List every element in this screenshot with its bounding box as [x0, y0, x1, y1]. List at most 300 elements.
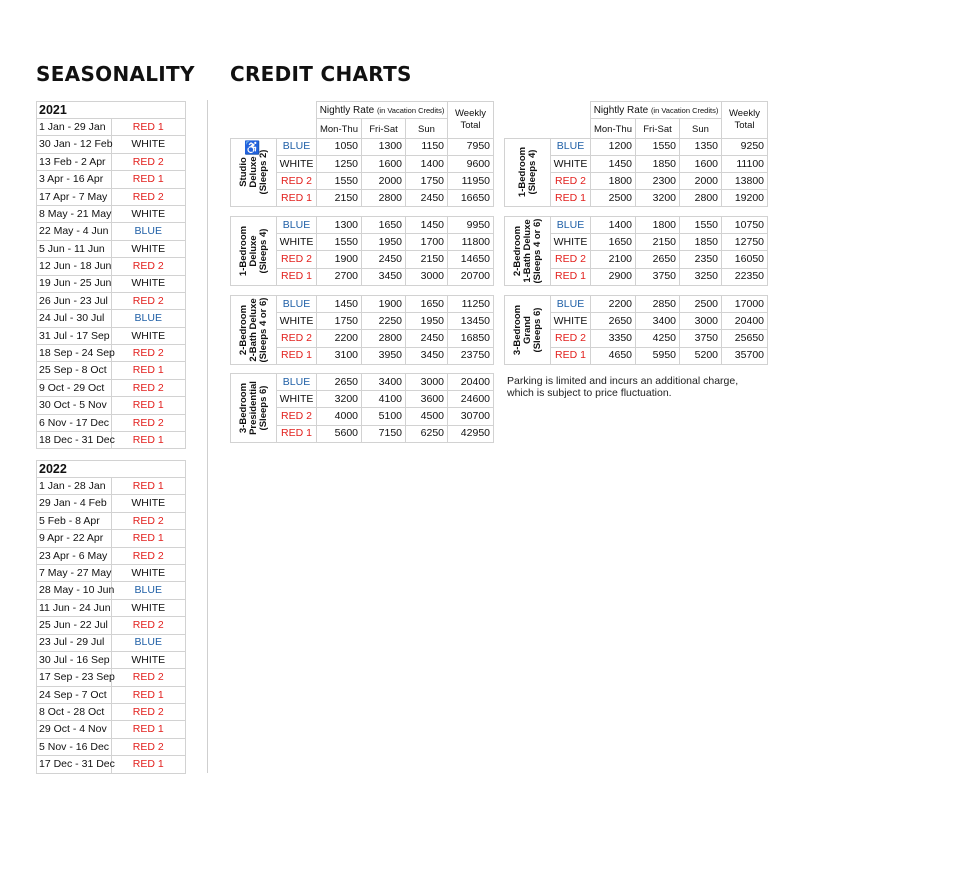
- rate-table-3-bedroom-grand: [504, 295, 768, 365]
- mon-thu-rate: 1400: [591, 217, 636, 234]
- season-date-range: 31 Jul - 17 Sep: [37, 327, 112, 344]
- mon-thu-rate: 2650: [591, 313, 636, 330]
- season-date-range: 29 Jan - 4 Feb: [37, 495, 112, 512]
- season-label: BLUE: [277, 217, 317, 234]
- sun-rate: 1950: [406, 313, 448, 330]
- season-color-label: WHITE: [111, 599, 186, 616]
- fri-sat-rate: 5950: [636, 347, 680, 364]
- season-row: [37, 292, 186, 309]
- mon-thu-header: Mon-Thu: [317, 119, 362, 139]
- mon-thu-rate: 1750: [317, 313, 362, 330]
- room-type-name: [513, 218, 543, 283]
- mon-thu-rate: 2150: [317, 190, 362, 207]
- season-row: [37, 686, 186, 703]
- room-type-line: Studio: [237, 157, 249, 188]
- season-row: [37, 704, 186, 721]
- season-date-range: 9 Oct - 29 Oct: [37, 379, 112, 396]
- season-date-range: 25 Jun - 22 Jul: [37, 617, 112, 634]
- fri-sat-rate: 3750: [636, 268, 680, 285]
- fri-sat-rate: 3950: [362, 347, 406, 364]
- sun-rate: 3000: [406, 374, 448, 391]
- weekly-total: 9950: [448, 217, 494, 234]
- seasonality-title: SEASONALITY: [36, 62, 195, 86]
- season-color-label: RED 1: [111, 721, 186, 738]
- mon-thu-rate: 2200: [591, 296, 636, 313]
- sun-rate: 1350: [680, 138, 722, 155]
- sun-rate: 1700: [406, 234, 448, 251]
- season-date-range: 17 Apr - 7 May: [37, 188, 112, 205]
- wheelchair-icon: ♿: [244, 139, 261, 155]
- rate-table-studio-deluxe: [230, 101, 494, 207]
- season-label: RED 2: [277, 330, 317, 347]
- season-row: [37, 414, 186, 431]
- season-color-label: RED 2: [111, 669, 186, 686]
- room-type-line: 1-Bath Deluxe: [521, 219, 533, 283]
- weekly-total: 12750: [722, 234, 768, 251]
- season-row: [37, 564, 186, 581]
- season-date-range: 18 Dec - 31 Dec: [37, 432, 112, 449]
- rate-table-3-bedroom-presidential: [230, 373, 494, 443]
- season-label: RED 1: [277, 190, 317, 207]
- room-type-name: [513, 305, 543, 355]
- fri-sat-rate: 1950: [362, 234, 406, 251]
- season-label: BLUE: [277, 138, 317, 155]
- season-color-label: WHITE: [111, 136, 186, 153]
- room-type-label: [505, 138, 551, 207]
- weekly-total: 22350: [722, 268, 768, 285]
- season-date-range: 26 Jun - 23 Jul: [37, 292, 112, 309]
- mon-thu-rate: 1050: [317, 138, 362, 155]
- rate-row: [505, 138, 768, 155]
- room-type-line: (Sleeps 4): [526, 149, 538, 195]
- season-label: BLUE: [551, 296, 591, 313]
- fri-sat-rate: 2000: [362, 172, 406, 189]
- mon-thu-rate: 2650: [317, 374, 362, 391]
- fri-sat-rate: 1300: [362, 138, 406, 155]
- season-row: [37, 205, 186, 222]
- sun-rate: 1850: [680, 234, 722, 251]
- season-label: WHITE: [277, 313, 317, 330]
- season-date-range: 5 Nov - 16 Dec: [37, 738, 112, 755]
- season-date-range: 3 Apr - 16 Apr: [37, 171, 112, 188]
- weekly-total-header: [448, 102, 494, 139]
- fri-sat-rate: 1800: [636, 217, 680, 234]
- nightly-rate-label: Nightly Rate: [593, 105, 649, 116]
- season-color-label: WHITE: [111, 495, 186, 512]
- sun-rate: 4500: [406, 408, 448, 425]
- season-color-label: RED 2: [111, 258, 186, 275]
- rate-table-2-bedroom-2-bath-deluxe: [230, 295, 494, 365]
- rate-row: [231, 296, 494, 313]
- sun-rate: 3250: [680, 268, 722, 285]
- weekly-total: 9250: [722, 138, 768, 155]
- season-label: WHITE: [551, 313, 591, 330]
- mon-thu-rate: 3100: [317, 347, 362, 364]
- room-type-line: Presidential: [247, 380, 259, 435]
- room-type-line: 2-Bedroom: [237, 304, 249, 355]
- room-type-line: 2-Bedroom: [511, 225, 523, 276]
- season-row: [37, 617, 186, 634]
- room-type-name: [239, 297, 269, 362]
- sun-rate: 2150: [406, 251, 448, 268]
- season-row: [37, 223, 186, 240]
- season-date-range: 30 Oct - 5 Nov: [37, 397, 112, 414]
- season-label: BLUE: [277, 296, 317, 313]
- season-label: RED 2: [277, 408, 317, 425]
- season-color-label: RED 2: [111, 414, 186, 431]
- column-divider: [207, 100, 208, 773]
- weekly-total: 23750: [448, 347, 494, 364]
- season-color-label: RED 2: [111, 704, 186, 721]
- season-row: [37, 362, 186, 379]
- credit-charts-title: CREDIT CHARTS: [230, 62, 412, 86]
- season-row: [37, 119, 186, 136]
- nightly-rate-header: [317, 102, 448, 119]
- fri-sat-rate: 2300: [636, 172, 680, 189]
- season-row: [37, 188, 186, 205]
- sun-rate: 2000: [680, 172, 722, 189]
- room-type-line: 3-Bedroom: [511, 304, 523, 355]
- fri-sat-rate: 1550: [636, 138, 680, 155]
- fri-sat-rate: 2850: [636, 296, 680, 313]
- fri-sat-rate: 3400: [636, 313, 680, 330]
- season-date-range: 1 Jan - 29 Jan: [37, 119, 112, 136]
- room-type-line: (Sleeps 4 or 6): [531, 218, 543, 284]
- season-color-label: RED 2: [111, 188, 186, 205]
- room-type-line: 3-Bedroom: [237, 382, 249, 433]
- season-date-range: 5 Jun - 11 Jun: [37, 240, 112, 257]
- mon-thu-rate: 4650: [591, 347, 636, 364]
- season-color-label: RED 2: [111, 292, 186, 309]
- room-type-label: [231, 138, 277, 207]
- mon-thu-rate: 2500: [591, 190, 636, 207]
- weekly-total: 16850: [448, 330, 494, 347]
- nightly-rate-header: [591, 102, 722, 119]
- season-color-label: RED 1: [111, 397, 186, 414]
- season-color-label: WHITE: [111, 240, 186, 257]
- room-type-name: [239, 226, 269, 276]
- fri-sat-rate: 7150: [362, 425, 406, 442]
- weekly-total: 13450: [448, 313, 494, 330]
- season-row: [37, 275, 186, 292]
- sun-rate: 1600: [680, 155, 722, 172]
- season-label: RED 2: [551, 251, 591, 268]
- weekly-total: 20700: [448, 268, 494, 285]
- mon-thu-rate: 1450: [317, 296, 362, 313]
- season-label: WHITE: [277, 391, 317, 408]
- weekly-total: 11250: [448, 296, 494, 313]
- season-date-range: 13 Feb - 2 Apr: [37, 153, 112, 170]
- season-date-range: 30 Jan - 12 Feb: [37, 136, 112, 153]
- season-color-label: BLUE: [111, 634, 186, 651]
- mon-thu-rate: 1450: [591, 155, 636, 172]
- season-date-range: 30 Jul - 16 Sep: [37, 651, 112, 668]
- season-row: [37, 756, 186, 773]
- fri-sat-rate: 2250: [362, 313, 406, 330]
- weekly-total: 10750: [722, 217, 768, 234]
- season-row: [37, 379, 186, 396]
- season-color-label: RED 1: [111, 432, 186, 449]
- fri-sat-header: Fri-Sat: [362, 119, 406, 139]
- season-color-label: RED 1: [111, 478, 186, 495]
- season-row: [37, 345, 186, 362]
- season-date-range: 19 Jun - 25 Jun: [37, 275, 112, 292]
- sun-rate: 5200: [680, 347, 722, 364]
- mon-thu-rate: 1550: [317, 234, 362, 251]
- season-date-range: 29 Oct - 4 Nov: [37, 721, 112, 738]
- nightly-rate-label: Nightly Rate: [319, 105, 375, 116]
- room-type-name: [518, 147, 538, 197]
- seasonality-table-2022: [36, 460, 186, 774]
- season-label: RED 1: [551, 268, 591, 285]
- mon-thu-header: Mon-Thu: [591, 119, 636, 139]
- season-label: BLUE: [277, 374, 317, 391]
- weekly-total: 16050: [722, 251, 768, 268]
- weekly-total: 25650: [722, 330, 768, 347]
- season-row: [37, 721, 186, 738]
- sun-header: Sun: [680, 119, 722, 139]
- room-type-line: (Sleeps 6): [531, 307, 543, 353]
- rate-table-1-bedroom-deluxe: [230, 216, 494, 286]
- weekly-total: 13800: [722, 172, 768, 189]
- room-type-line: 1-Bedroom: [516, 147, 528, 198]
- mon-thu-rate: 1250: [317, 155, 362, 172]
- fri-sat-rate: 2450: [362, 251, 406, 268]
- rate-header-row: [505, 102, 768, 119]
- season-row: [37, 397, 186, 414]
- room-type-label: [505, 217, 551, 286]
- season-row: [37, 495, 186, 512]
- mon-thu-rate: 1650: [591, 234, 636, 251]
- season-label: WHITE: [277, 234, 317, 251]
- season-row: [37, 327, 186, 344]
- season-color-label: RED 2: [111, 379, 186, 396]
- mon-thu-rate: 1900: [317, 251, 362, 268]
- season-date-range: 24 Jul - 30 Jul: [37, 310, 112, 327]
- season-row: [37, 478, 186, 495]
- season-date-range: 5 Feb - 8 Apr: [37, 512, 112, 529]
- mon-thu-rate: 2100: [591, 251, 636, 268]
- season-row: [37, 512, 186, 529]
- season-label: RED 2: [551, 172, 591, 189]
- sun-rate: 1650: [406, 296, 448, 313]
- room-type-line: Deluxe: [247, 235, 259, 267]
- fri-sat-rate: 5100: [362, 408, 406, 425]
- mon-thu-rate: 3200: [317, 391, 362, 408]
- season-date-range: 11 Jun - 24 Jun: [37, 599, 112, 616]
- fri-sat-rate: 3200: [636, 190, 680, 207]
- mon-thu-rate: 1200: [591, 138, 636, 155]
- mon-thu-rate: 2900: [591, 268, 636, 285]
- rate-row: [231, 374, 494, 391]
- weekly-total-header: [722, 102, 768, 139]
- season-date-range: 24 Sep - 7 Oct: [37, 686, 112, 703]
- rate-table-2-bedroom-1-bath-deluxe: [504, 216, 768, 286]
- season-date-range: 17 Sep - 23 Sep: [37, 669, 112, 686]
- fri-sat-rate: 2150: [636, 234, 680, 251]
- season-color-label: RED 1: [111, 686, 186, 703]
- sun-rate: 1150: [406, 138, 448, 155]
- season-date-range: 6 Nov - 17 Dec: [37, 414, 112, 431]
- season-color-label: RED 2: [111, 738, 186, 755]
- season-label: RED 1: [551, 347, 591, 364]
- weekly-label: Weekly: [729, 107, 760, 119]
- weekly-total: 24600: [448, 391, 494, 408]
- room-type-line: (Sleeps 4 or 6): [257, 297, 269, 363]
- room-type-line: Deluxe: [247, 156, 259, 188]
- season-row: [37, 153, 186, 170]
- season-row: [37, 240, 186, 257]
- fri-sat-rate: 1850: [636, 155, 680, 172]
- year-label: 2021: [37, 102, 186, 119]
- vacation-credits-label: (in Vacation Credits): [650, 106, 719, 115]
- sun-rate: 2800: [680, 190, 722, 207]
- sun-rate: 3000: [680, 313, 722, 330]
- sun-rate: 3000: [406, 268, 448, 285]
- fri-sat-rate: 2800: [362, 190, 406, 207]
- season-label: RED 2: [277, 251, 317, 268]
- room-type-line: 2-Bath Deluxe: [247, 298, 259, 362]
- season-date-range: 28 May - 10 Jun: [37, 582, 112, 599]
- season-date-range: 8 May - 21 May: [37, 205, 112, 222]
- weekly-total: 19200: [722, 190, 768, 207]
- season-date-range: 22 May - 4 Jun: [37, 223, 112, 240]
- total-label: Total: [734, 119, 755, 131]
- season-label: WHITE: [277, 155, 317, 172]
- season-date-range: 7 May - 27 May: [37, 564, 112, 581]
- season-date-range: 17 Dec - 31 Dec: [37, 756, 112, 773]
- parking-note: Parking is limited and incurs an additional charge, which is subject to price fluctuation.: [507, 375, 739, 400]
- season-color-label: RED 2: [111, 512, 186, 529]
- fri-sat-rate: 1600: [362, 155, 406, 172]
- room-type-label: [231, 296, 277, 365]
- season-color-label: RED 2: [111, 617, 186, 634]
- room-type-label: [505, 296, 551, 365]
- fri-sat-rate: 1900: [362, 296, 406, 313]
- fri-sat-rate: 1650: [362, 217, 406, 234]
- mon-thu-rate: 1800: [591, 172, 636, 189]
- season-label: RED 1: [551, 190, 591, 207]
- rate-row: [231, 217, 494, 234]
- room-type-line: (Sleeps 6): [257, 385, 269, 431]
- sun-header: Sun: [406, 119, 448, 139]
- season-row: [37, 634, 186, 651]
- season-color-label: RED 2: [111, 547, 186, 564]
- fri-sat-rate: 4100: [362, 391, 406, 408]
- sun-rate: 3450: [406, 347, 448, 364]
- sun-rate: 1400: [406, 155, 448, 172]
- season-color-label: WHITE: [111, 205, 186, 222]
- mon-thu-rate: 5600: [317, 425, 362, 442]
- season-row: [37, 547, 186, 564]
- mon-thu-rate: 1300: [317, 217, 362, 234]
- rate-table-1-bedroom: [504, 101, 768, 207]
- room-type-label: [231, 374, 277, 443]
- season-date-range: 25 Sep - 8 Oct: [37, 362, 112, 379]
- rate-header-row: [231, 102, 494, 119]
- weekly-label: Weekly: [455, 107, 486, 119]
- season-label: RED 1: [277, 268, 317, 285]
- weekly-total: 17000: [722, 296, 768, 313]
- weekly-total: 30700: [448, 408, 494, 425]
- weekly-total: 11950: [448, 172, 494, 189]
- season-date-range: 23 Jul - 29 Jul: [37, 634, 112, 651]
- season-row: [37, 171, 186, 188]
- year-label: 2022: [37, 461, 186, 478]
- rate-row: [505, 296, 768, 313]
- fri-sat-rate: 2800: [362, 330, 406, 347]
- season-color-label: RED 1: [111, 362, 186, 379]
- room-type-line: 1-Bedroom: [237, 225, 249, 276]
- season-row: [37, 738, 186, 755]
- season-row: [37, 530, 186, 547]
- season-label: RED 2: [277, 172, 317, 189]
- season-color-label: RED 2: [111, 153, 186, 170]
- season-label: RED 2: [551, 330, 591, 347]
- sun-rate: 1450: [406, 217, 448, 234]
- season-date-range: 1 Jan - 28 Jan: [37, 478, 112, 495]
- total-label: Total: [460, 119, 481, 131]
- weekly-total: 20400: [448, 374, 494, 391]
- season-color-label: RED 1: [111, 756, 186, 773]
- mon-thu-rate: 2200: [317, 330, 362, 347]
- sun-rate: 3600: [406, 391, 448, 408]
- weekly-total: 20400: [722, 313, 768, 330]
- rate-row: [505, 217, 768, 234]
- season-date-range: 18 Sep - 24 Sep: [37, 345, 112, 362]
- season-color-label: BLUE: [111, 310, 186, 327]
- season-date-range: 8 Oct - 28 Oct: [37, 704, 112, 721]
- season-date-range: 9 Apr - 22 Apr: [37, 530, 112, 547]
- room-type-name: [239, 150, 269, 195]
- mon-thu-rate: 1550: [317, 172, 362, 189]
- season-date-range: 23 Apr - 6 May: [37, 547, 112, 564]
- weekly-total: 7950: [448, 138, 494, 155]
- room-type-label: [231, 217, 277, 286]
- season-label: BLUE: [551, 138, 591, 155]
- season-label: RED 1: [277, 347, 317, 364]
- season-row: [37, 136, 186, 153]
- season-color-label: WHITE: [111, 651, 186, 668]
- season-color-label: WHITE: [111, 275, 186, 292]
- season-row: [37, 651, 186, 668]
- room-type-line: Grand: [521, 315, 533, 344]
- mon-thu-rate: 3350: [591, 330, 636, 347]
- weekly-total: 35700: [722, 347, 768, 364]
- sun-rate: 1550: [680, 217, 722, 234]
- room-type-line: (Sleeps 2): [257, 149, 269, 195]
- sun-rate: 2350: [680, 251, 722, 268]
- fri-sat-header: Fri-Sat: [636, 119, 680, 139]
- season-label: RED 1: [277, 425, 317, 442]
- season-row: [37, 582, 186, 599]
- weekly-total: 42950: [448, 425, 494, 442]
- sun-rate: 6250: [406, 425, 448, 442]
- weekly-total: 9600: [448, 155, 494, 172]
- mon-thu-rate: 2700: [317, 268, 362, 285]
- season-color-label: BLUE: [111, 223, 186, 240]
- room-type-line: (Sleeps 4): [257, 228, 269, 274]
- vacation-credits-label: (in Vacation Credits): [376, 106, 445, 115]
- season-color-label: WHITE: [111, 327, 186, 344]
- weekly-total: 11100: [722, 155, 768, 172]
- season-row: [37, 310, 186, 327]
- weekly-total: 11800: [448, 234, 494, 251]
- season-label: WHITE: [551, 234, 591, 251]
- mon-thu-rate: 4000: [317, 408, 362, 425]
- weekly-total: 14650: [448, 251, 494, 268]
- season-color-label: BLUE: [111, 582, 186, 599]
